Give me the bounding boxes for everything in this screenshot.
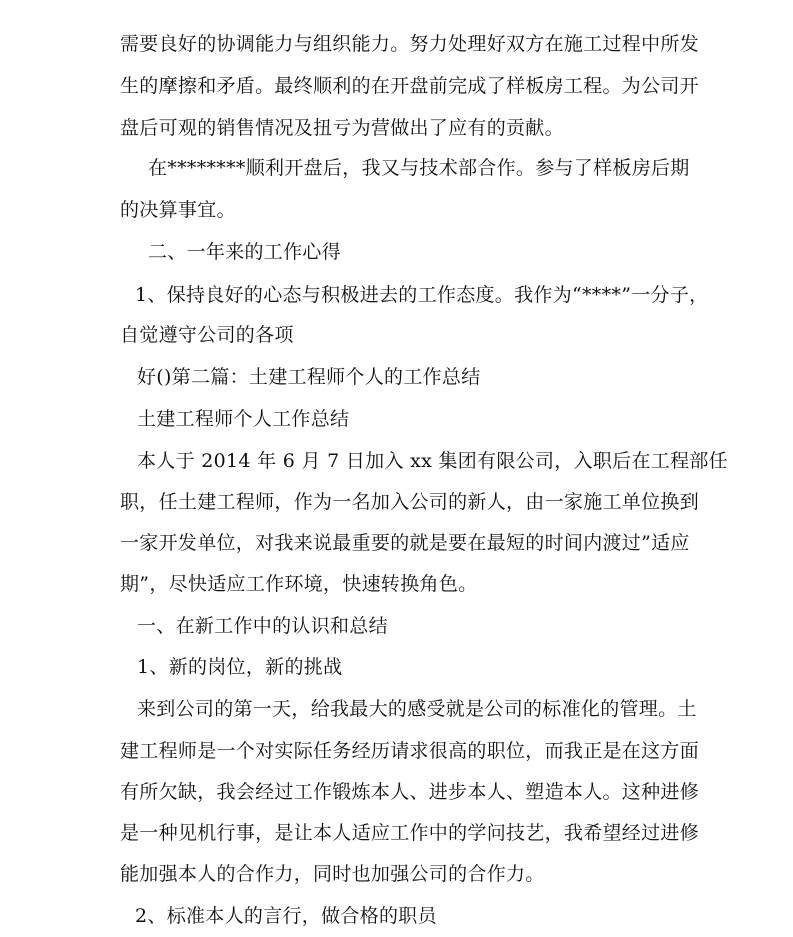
paragraph-line: 期”，尽快适应工作环境，快速转换角色。 (120, 573, 478, 595)
paragraph-line: 一家开发单位，对我来说最重要的就是要在最短的时间内渡过”适应 (120, 532, 690, 554)
subsection-heading: 2、标准本人的言行，做合格的职员 (135, 905, 437, 927)
paragraph-line: 在********顺利开盘后，我又与技术部合作。参与了样板房后期 (148, 157, 690, 179)
paragraph-line: 盘后可观的销售情况及扭亏为营做出了应有的贡献。 (120, 117, 564, 139)
paragraph-line: 职，任土建工程师，作为一名加入公司的新人，由一家施工单位换到 (120, 491, 700, 513)
paragraph-line: 需要良好的协调能力与组织能力。努力处理好双方在施工过程中所发 (120, 33, 700, 55)
paragraph-line: 自觉遵守公司的各项 (120, 324, 294, 346)
paragraph-line: 的决算事宜。 (120, 199, 236, 221)
subsection-heading: 1、新的岗位，新的挑战 (137, 656, 343, 678)
document-title: 土建工程师个人工作总结 (137, 408, 350, 430)
paragraph-line: 生的摩擦和矛盾。最终顺利的在开盘前完成了样板房工程。为公司开 (120, 75, 700, 97)
paragraph-line: 1、保持良好的心态与积极进去的工作态度。我作为“****”一分子， (135, 284, 709, 306)
paragraph-line: 有所欠缺，我会经过工作锻炼本人、进步本人、塑造本人。这种进修 (120, 781, 700, 803)
chapter-heading: 好()第二篇：土建工程师个人的工作总结 (137, 366, 481, 388)
paragraph-line: 是一种见机行事，是让本人适应工作中的学问技艺，我希望经过进修 (120, 822, 700, 844)
paragraph-line: 建工程师是一个对实际任务经历请求很高的职位，而我正是在这方面 (120, 740, 700, 762)
section-heading: 一、在新工作中的认识和总结 (137, 615, 388, 637)
section-heading: 二、一年来的工作心得 (148, 241, 342, 263)
paragraph-line: 本人于 2014 年 6 月 7 日加入 xx 集团有限公司，入职后在工程部任 (137, 450, 728, 472)
paragraph-line: 来到公司的第一天，给我最大的感受就是公司的标准化的管理。土 (137, 698, 697, 720)
paragraph-line: 能加强本人的合作力，同时也加强公司的合作力。 (120, 863, 545, 885)
